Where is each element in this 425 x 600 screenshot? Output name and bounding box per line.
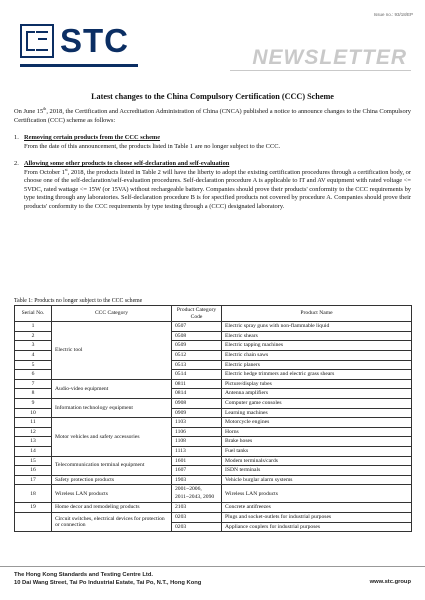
code-cell: 0508 <box>172 331 222 341</box>
issue-number: Issue no.: 93/18/EP <box>373 12 413 17</box>
code-cell: 1106 <box>172 427 222 437</box>
serial-cell: 16 <box>15 466 52 476</box>
serial-cell: 17 <box>15 475 52 485</box>
serial-cell: 3 <box>15 341 52 351</box>
name-cell: Plugs and socket-outlets for industrial purposes <box>222 513 412 523</box>
name-cell: Motorcycle engines <box>222 418 412 428</box>
stc-emblem-icon <box>20 24 54 58</box>
code-cell: 2103 <box>172 503 222 513</box>
code-cell: 0514 <box>172 370 222 380</box>
header-code: Product Category Code <box>172 306 222 322</box>
serial-cell: 14 <box>15 446 52 456</box>
section-1 <box>14 134 411 151</box>
code-cell: 1113 <box>172 446 222 456</box>
footer-street: 10 Dai Wang Street, Tai Po Industrial Estate, Tai Po, N.T., Hong Kong <box>14 580 202 586</box>
intro-paragraph: On June 15th, 2018, the Certification and Accreditation Administration of China (CNCA) published a notice to announce changes to the China Compulsory Certification (CCC) scheme as follows: <box>14 106 411 124</box>
table-row <box>15 475 412 485</box>
name-cell: Brake hoses <box>222 437 412 447</box>
section-2-number: 2. <box>14 160 19 167</box>
code-cell: 0507 <box>172 322 222 332</box>
code-cell: 0512 <box>172 350 222 360</box>
name-cell: Electric shears <box>222 331 412 341</box>
code-cell: 0203 <box>172 513 222 523</box>
name-cell: Electric chain saws <box>222 350 412 360</box>
serial-cell: 18 <box>15 485 52 503</box>
code-cell: 0203 <box>172 522 222 532</box>
serial-cell: 11 <box>15 418 52 428</box>
footer-company: The Hong Kong Standards and Testing Centre Ltd. <box>14 572 154 578</box>
newsletter-label: NEWSLETTER <box>252 46 407 69</box>
serial-cell: 8 <box>15 389 52 399</box>
table-row <box>15 418 412 428</box>
table-row <box>15 456 412 466</box>
code-cell: 0509 <box>172 341 222 351</box>
name-cell: Horns <box>222 427 412 437</box>
serial-cell: 7 <box>15 379 52 389</box>
name-cell: Computer game consoles <box>222 398 412 408</box>
table-row <box>15 503 412 513</box>
category-cell: Motor vehicles and safety accessories <box>52 418 172 456</box>
section-2-text: From October 1st, 2018, the products listed in Table 2 will have the liberty to adopt the existing certification procedures through a certification body, or choose one of the self-declaration/self-evaluation procedures. Self-declaration procedure A is applicable to IT and AV equipment with rated voltage <= 5VDC, rated wattage <= 15W (or 15VA) without rechargeable battery. Companies should prove their products' conformity to the CCC requirements by type testing through any laboratories. Self-declaration procedure B is for specified products not covered by procedure A. Companies should prove their products' conformity to the CCC requirements by type testing through a (CCC) designated laboratory. <box>24 166 412 210</box>
serial-cell: 15 <box>15 456 52 466</box>
serial-cell: 9 <box>15 398 52 408</box>
name-cell: Concrete antifreezes <box>222 503 412 513</box>
table-row <box>15 513 412 523</box>
code-cell: 1108 <box>172 437 222 447</box>
serial-cell: 5 <box>15 360 52 370</box>
code-cell: 1607 <box>172 466 222 476</box>
table-row <box>15 485 412 503</box>
brand-name: STC <box>60 22 129 59</box>
header-name: Product Name <box>222 306 412 322</box>
name-cell: Learning machines <box>222 408 412 418</box>
section-1-number: 1. <box>14 134 19 141</box>
footer-website-link[interactable]: www.stc.group <box>369 579 411 585</box>
serial-cell: 10 <box>15 408 52 418</box>
logo-underline <box>20 64 138 67</box>
article-title: Latest changes to the China Compulsory Certification (CCC) Scheme <box>91 92 334 101</box>
section-2-heading: Allowing some other products to choose self-declaration and self-evaluation <box>24 160 230 167</box>
category-cell: Circuit switches, electrical devices for protection or connection <box>52 513 172 532</box>
code-cell: 0811 <box>172 379 222 389</box>
category-cell: Audio-video equipment <box>52 379 172 398</box>
serial-cell: 1 <box>15 322 52 332</box>
section-1-text: From the date of this announcement, the products listed in Table 1 are no longer subject to the CCC. <box>24 142 281 150</box>
name-cell: Electric hedge trimmers and electric grass shears <box>222 370 412 380</box>
category-cell: Safety protection products <box>52 475 172 485</box>
serial-cell <box>15 513 52 532</box>
table-row <box>15 379 412 389</box>
name-cell: Electric tapping machines <box>222 341 412 351</box>
newsletter-rule <box>230 70 411 71</box>
category-cell: Telecommunication terminal equipment <box>52 456 172 475</box>
name-cell: Fuel tanks <box>222 446 412 456</box>
header-serial: Serial No. <box>15 306 52 322</box>
category-cell: Wireless LAN products <box>52 485 172 503</box>
serial-cell: 19 <box>15 503 52 513</box>
name-cell: Picture/display tubes <box>222 379 412 389</box>
serial-cell: 12 <box>15 427 52 437</box>
table-header-row <box>15 306 412 322</box>
code-cell: 0909 <box>172 408 222 418</box>
table-caption: Table 1: Products no longer subject to the CCC scheme <box>14 298 143 304</box>
code-cell: 2001~2006, 2011~2043, 2090 <box>172 485 222 503</box>
category-cell: Home decor and remodeling products <box>52 503 172 513</box>
footer-address <box>14 571 201 587</box>
code-cell: 0908 <box>172 398 222 408</box>
name-cell: Electric planers <box>222 360 412 370</box>
footer-divider <box>0 566 425 567</box>
name-cell: Modem terminals/cards <box>222 456 412 466</box>
section-2 <box>14 160 411 212</box>
name-cell: ISDN terminals <box>222 466 412 476</box>
name-cell: Vehicle burglar alarm systems <box>222 475 412 485</box>
table-row <box>15 398 412 408</box>
name-cell: Electric spray guns with non-flammable liquid <box>222 322 412 332</box>
name-cell: Antenna amplifiers <box>222 389 412 399</box>
stc-logo <box>20 24 220 70</box>
code-cell: 0814 <box>172 389 222 399</box>
code-cell: 1103 <box>172 418 222 428</box>
category-cell: Electric tool <box>52 322 172 380</box>
section-1-heading: Removing certain products from the CCC scheme <box>24 134 161 141</box>
code-cell: 0513 <box>172 360 222 370</box>
code-cell: 1903 <box>172 475 222 485</box>
header-category: CCC Category <box>52 306 172 322</box>
serial-cell: 2 <box>15 331 52 341</box>
serial-cell: 4 <box>15 350 52 360</box>
products-table <box>14 305 412 532</box>
serial-cell: 6 <box>15 370 52 380</box>
category-cell: Information technology equipment <box>52 398 172 417</box>
name-cell: Appliance couplers for industrial purposes <box>222 522 412 532</box>
code-cell: 1601 <box>172 456 222 466</box>
serial-cell: 13 <box>15 437 52 447</box>
name-cell: Wireless LAN products <box>222 485 412 503</box>
table-row <box>15 322 412 332</box>
